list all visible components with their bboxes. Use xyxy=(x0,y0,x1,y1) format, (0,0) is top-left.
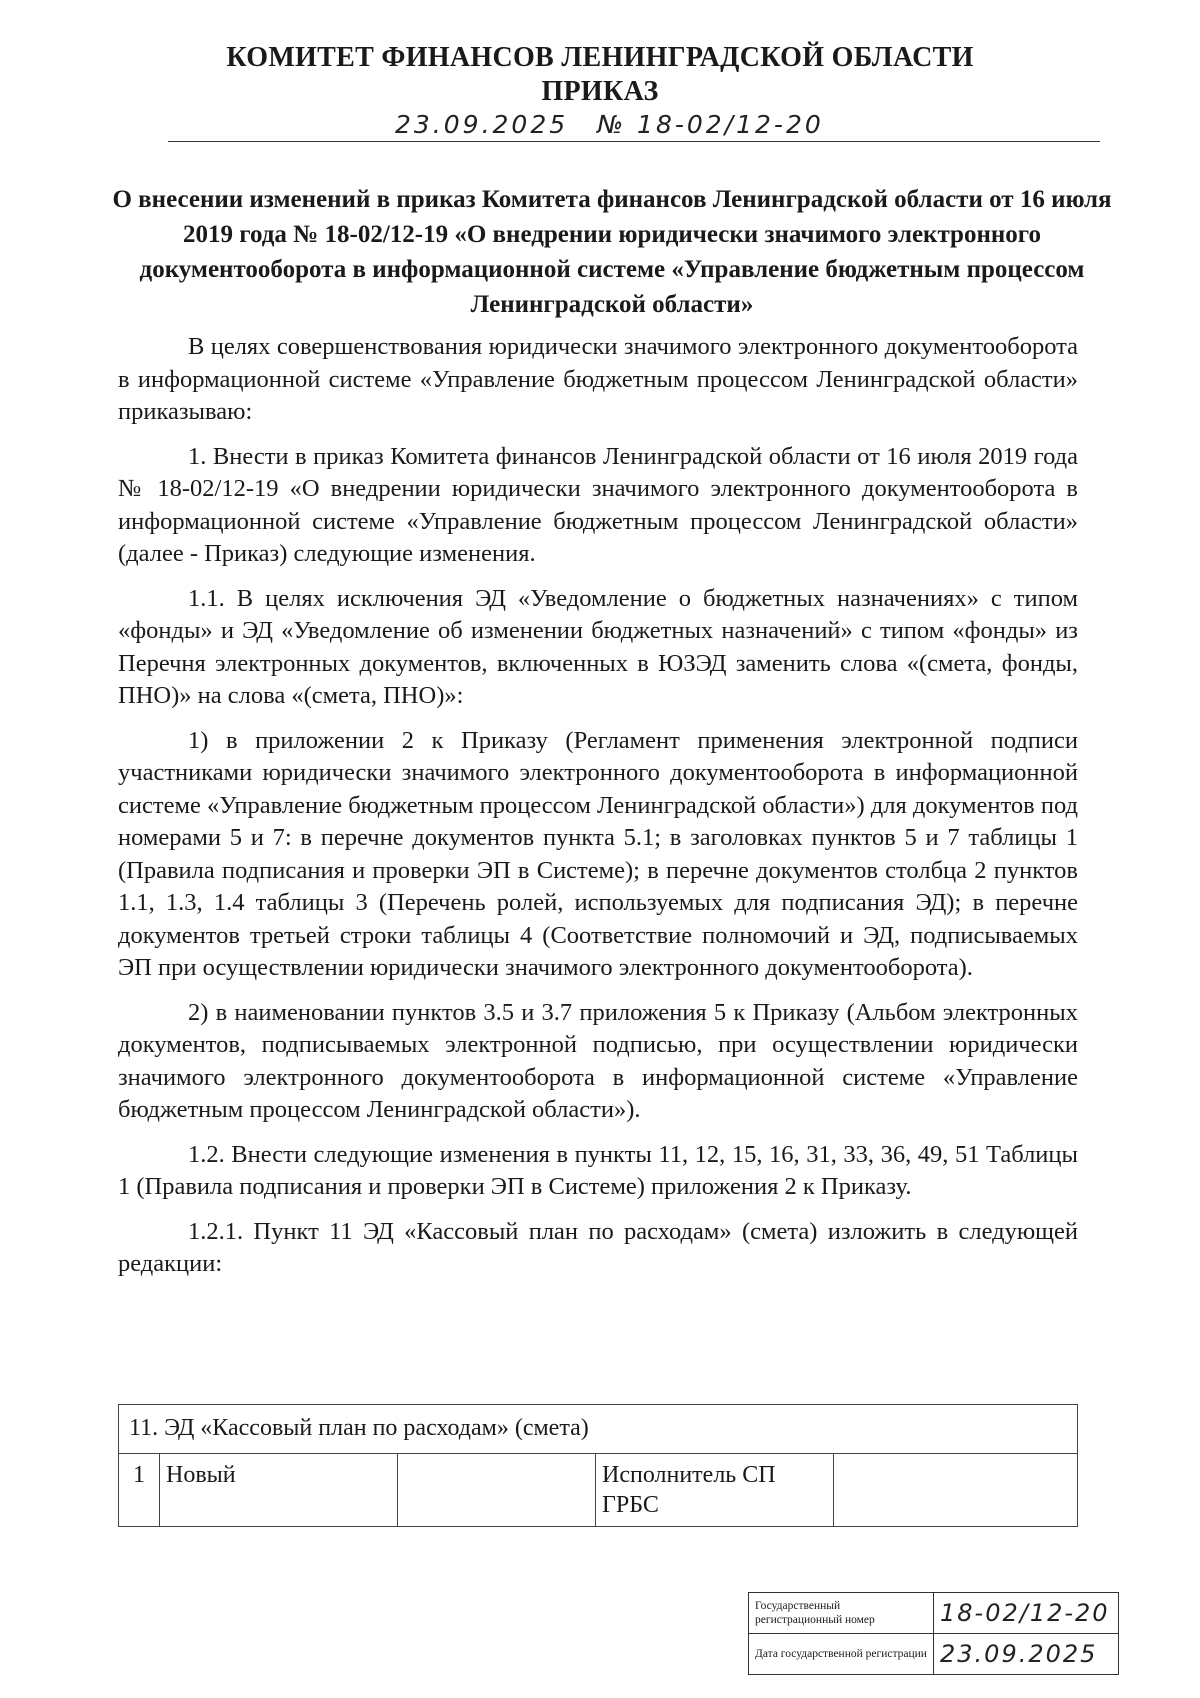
paragraph-1-1-item-2: 2) в наименовании пунктов 3.5 и 3.7 приложения 5 к Приказу (Альбом электронных документов, подписываемых электронной подписью, при осуществлении юридически значимого электронного документооборота в информационной системе «Управление бюджетным процессом Ленинградской области»). xyxy=(118,998,1078,1123)
stamp-number-value: 18-02/12-20 xyxy=(934,1593,1119,1634)
row-empty-cell xyxy=(398,1454,596,1527)
stamp-number-label: Государственный регистрационный номер xyxy=(749,1593,934,1634)
registration-stamp xyxy=(748,1592,1119,1675)
handwritten-number: № 18-02/12-20 xyxy=(597,110,824,139)
table-header-row xyxy=(119,1405,1078,1454)
table-header-cell: 11. ЭД «Кассовый план по расходам» (смета) xyxy=(119,1405,1078,1454)
stamp-date-value: 23.09.2025 xyxy=(934,1634,1119,1675)
row-status-cell: Новый xyxy=(160,1454,398,1527)
order-subject: О внесении изменений в приказ Комитета финансов Ленинградской области от 16 июля 2019 года № 18-02/12-19 «О внедрении юридически значимого электронного документооборота в информационной системе «Управление бюджетным процессом Ленинградской области» xyxy=(112,186,1112,318)
paragraph-1-2-1: 1.2.1. Пункт 11 ЭД «Кассовый план по расходам» (смета) изложить в следующей редакции: xyxy=(118,1217,1078,1277)
handwritten-registration xyxy=(395,110,842,139)
document-type: ПРИКАЗ xyxy=(541,76,659,107)
table-row xyxy=(119,1454,1078,1527)
signing-rules-table xyxy=(118,1404,1078,1527)
stamp-date-label: Дата государственной регистрации xyxy=(749,1634,934,1675)
paragraph-1-2: 1.2. Внести следующие изменения в пункты 11, 12, 15, 16, 31, 33, 36, 49, 51 Таблицы 1 (Правила подписания и проверки ЭП в Системе) приложения 2 к Приказу. xyxy=(118,1140,1078,1200)
handwritten-date: 23.09.2025 xyxy=(395,110,569,139)
paragraph-preamble: В целях совершенствования юридически значимого электронного документооборота в информационной системе «Управление бюджетным процессом Ленинградской области» приказываю: xyxy=(118,333,1078,425)
paragraph-1-1-item-1: 1) в приложении 2 к Приказу (Регламент применения электронной подписи участниками юридически значимого электронного документооборота в информационной системе «Управление бюджетным процессом Ленинградской области») для документов под номерами 5 и 7: в перечне документов пункта 5.1; в заголовках пунктов 5 и 7 таблицы 1 (Правила подписания и проверки ЭП в Системе); в перечне документов столбца 2 пунктов 1.1, 1.3, 1.4 таблицы 3 (Перечень ролей, используемых для подписания ЭД); в перечне документов третьей строки таблицы 4 (Соответствие полномочий и ЭД, подписываемых ЭП при осуществлении юридически значимого электронного документооборота). xyxy=(118,726,1078,981)
row-number-cell: 1 xyxy=(119,1454,160,1527)
row-empty-cell-last xyxy=(834,1454,1078,1527)
header-rule xyxy=(168,141,1100,142)
organization-title: КОМИТЕТ ФИНАНСОВ ЛЕНИНГРАДСКОЙ ОБЛАСТИ xyxy=(226,42,974,73)
stamp-row-date xyxy=(749,1634,1119,1675)
paragraph-1: 1. Внести в приказ Комитета финансов Ленинградской области от 16 июля 2019 года № 18-02/12-19 «О внедрении юридически значимого электронного документооборота в информационной системе «Управление бюджетным процессом Ленинградской области» (далее - Приказ) следующие изменения. xyxy=(118,442,1078,567)
order-body xyxy=(118,331,1078,1293)
row-role-cell: Исполнитель СП ГРБС xyxy=(596,1454,834,1527)
stamp-row-number xyxy=(749,1593,1119,1634)
paragraph-1-1: 1.1. В целях исключения ЭД «Уведомление о бюджетных назначениях» с типом «фонды» и ЭД «Уведомление об изменении бюджетных назначений» с типом «фонды» из Перечня электронных документов, включенных в ЮЗЭД заменить слова «(смета, фонды, ПНО)» на слова «(смета, ПНО)»: xyxy=(118,584,1078,709)
